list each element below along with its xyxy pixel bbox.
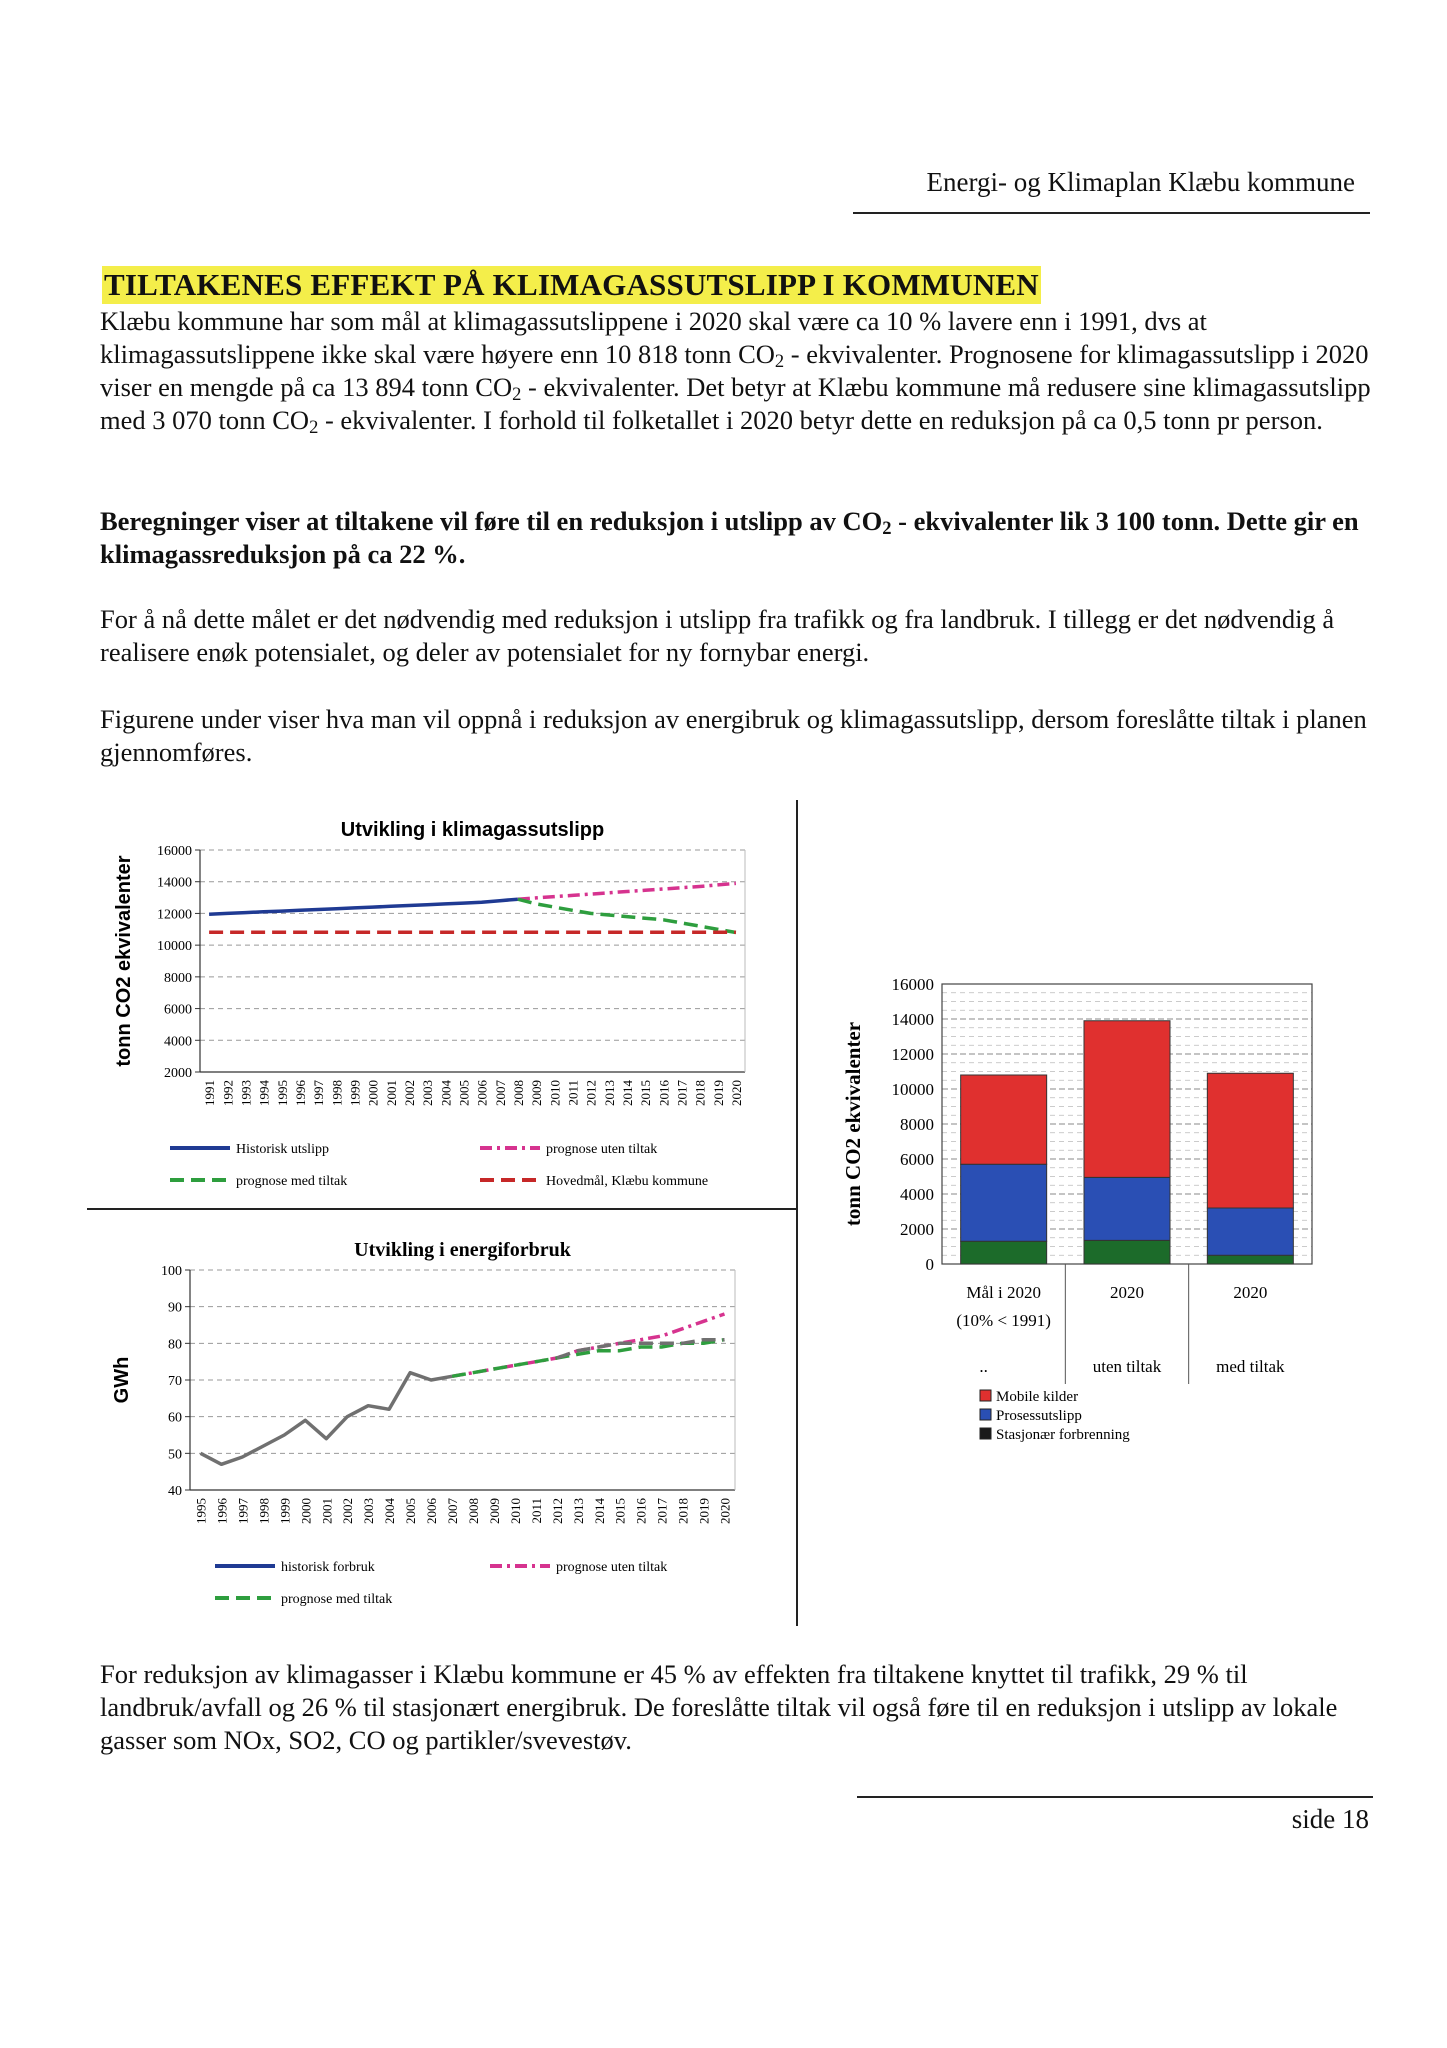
x-tick-label: 2011 [565,1080,581,1106]
legend-swatch [980,1409,991,1420]
y-tick-label: 4000 [900,1185,934,1204]
legend-label: Stasjonær forbrenning [996,1427,1130,1443]
x-tick-label: 1997 [311,1080,327,1106]
x-tick-label: 2015 [612,1498,628,1524]
legend-swatch [980,1428,991,1439]
footer-rule [857,1796,1373,1798]
category-label-note: med tiltak [1216,1357,1285,1376]
x-tick-label: 2010 [547,1080,563,1106]
bar-segment [1207,1208,1293,1255]
x-tick-label: 2019 [696,1498,712,1524]
x-tick-label: 2004 [382,1498,398,1524]
x-tick-label: 1995 [193,1498,209,1524]
bar-segment [1084,1240,1170,1264]
y-tick-label: 90 [168,1300,182,1316]
x-tick-label: 1999 [277,1498,293,1524]
y-axis-label: GWh [111,1356,133,1404]
category-label: 2020 [1110,1283,1144,1302]
y-tick-label: 6000 [164,1002,192,1018]
x-tick-label: 2016 [656,1080,672,1106]
header-rule [853,212,1370,214]
y-tick-label: 2000 [900,1220,934,1239]
category-label: 2020 [1233,1283,1268,1302]
bar-segment [1084,1177,1170,1240]
series-line [452,1340,725,1377]
x-tick-label: 2009 [529,1080,545,1106]
legend-label: prognose uten tiltak [556,1560,668,1575]
running-header: Energi- og Klimaplan Klæbu kommune [926,167,1355,197]
x-tick-label: 2000 [365,1080,381,1106]
x-tick-label: 1998 [329,1080,345,1106]
x-tick-label: 2013 [601,1080,617,1106]
x-tick-label: 2020 [728,1080,744,1106]
y-tick-label: 8000 [164,970,192,986]
y-tick-label: 14000 [157,875,192,891]
y-tick-label: 4000 [164,1034,192,1050]
x-tick-label: 2017 [674,1080,690,1106]
figure-divider-horizontal [87,1208,797,1210]
y-tick-label: 50 [168,1447,182,1463]
x-tick-label: 2013 [570,1498,586,1524]
x-tick-label: 2005 [403,1498,419,1524]
chart-title: Utvikling i energiforbruk [354,1239,571,1261]
x-tick-label: 2005 [456,1080,472,1106]
category-label: Mål i 2020 [966,1283,1041,1302]
y-tick-label: 12000 [891,1045,934,1064]
x-tick-label: 2008 [465,1498,481,1524]
x-tick-label: 2006 [474,1080,490,1106]
x-tick-label: 2014 [591,1498,607,1524]
y-tick-label: 10000 [891,1080,934,1099]
series-line [452,1314,725,1376]
y-tick-label: 40 [168,1484,182,1499]
bar-segment [1084,1021,1170,1178]
x-tick-label: 2003 [420,1080,436,1106]
y-tick-label: 14000 [891,1010,934,1029]
series-line [201,1373,453,1465]
y-axis-label: tonn CO2 ekvivalenter [841,1021,865,1227]
paragraph-necessary: For å nå dette målet er det nødvendig med reduksjon i utslipp fra trafikk og fra landbruk. I tillegg er det nødvendig å realisere enøk potensialet, og deler av potensialet for ny fornybar energi. [100,604,1335,667]
y-tick-label: 80 [168,1337,182,1353]
y-tick-label: 16000 [891,975,934,994]
x-tick-label: 2012 [583,1080,599,1106]
x-tick-label: 2015 [638,1080,654,1106]
x-tick-label: 2010 [507,1498,523,1524]
legend-swatch [980,1390,991,1401]
x-tick-label: 2006 [424,1498,440,1524]
x-tick-label: 1996 [292,1080,308,1106]
chart-title: Utvikling i klimagassutslipp [340,819,605,841]
x-tick-label: 2007 [492,1080,508,1106]
bar-segment [1207,1073,1293,1208]
legend-label: Mobile kilder [996,1389,1079,1405]
y-tick-label: 100 [161,1264,182,1279]
y-tick-label: 10000 [157,939,192,955]
category-label-note: .. [979,1357,988,1376]
x-tick-label: 2011 [528,1498,544,1524]
legend-label: Historisk utslipp [236,1142,329,1157]
legend-label: Hovedmål, Klæbu kommune [546,1174,709,1189]
legend-label: Prosessutslipp [996,1408,1082,1424]
bar-segment [961,1241,1047,1264]
x-tick-label: 2003 [361,1498,377,1524]
category-label-note: uten tiltak [1092,1357,1162,1376]
x-tick-label: 2019 [710,1080,726,1106]
legend-label: prognose uten tiltak [546,1142,658,1157]
emissions-line-chart [100,812,760,1197]
x-tick-label: 2000 [298,1498,314,1524]
x-tick-label: 2020 [717,1498,733,1524]
x-tick-label: 1999 [347,1080,363,1106]
x-tick-label: 2012 [549,1498,565,1524]
y-tick-label: 8000 [900,1115,934,1134]
x-tick-label: 2018 [675,1498,691,1524]
x-tick-label: 1998 [256,1498,272,1524]
y-tick-label: 16000 [157,844,192,859]
x-tick-label: 1991 [202,1080,218,1106]
series-line [518,899,736,932]
x-tick-label: 2001 [319,1498,335,1524]
section-heading: TILTAKENES EFFEKT PÅ KLIMAGASSUTSLIPP I KOMMUNEN [104,267,1039,302]
x-tick-label: 1992 [220,1080,236,1106]
x-tick-label: 1995 [274,1080,290,1106]
energy-line-chart [100,1232,760,1607]
y-axis-label: tonn CO2 ekvivalenter [113,855,135,1067]
bar-segment [961,1075,1047,1164]
legend-label: prognose med tiltak [236,1174,348,1189]
bar-segment [1207,1255,1293,1264]
x-tick-label: 1997 [235,1498,251,1524]
y-tick-label: 70 [168,1374,182,1389]
x-tick-label: 2002 [340,1498,356,1524]
x-tick-label: 1996 [214,1498,230,1524]
x-tick-label: 2002 [401,1080,417,1106]
x-tick-label: 2018 [692,1080,708,1106]
legend-label: prognose med tiltak [281,1592,393,1607]
x-tick-label: 2009 [486,1498,502,1524]
x-tick-label: 2008 [510,1080,526,1106]
emissions-stacked-bar-chart [830,960,1350,1460]
y-tick-label: 2000 [164,1066,192,1081]
paragraph-figures: Figurene under viser hva man vil oppnå i reduksjon av energibruk og klimagassutslipp, dersom foreslåtte tiltak i planen gjennomføres. [100,704,1367,767]
legend-label: historisk forbruk [281,1560,375,1575]
x-tick-label: 2014 [619,1080,635,1106]
x-tick-label: 1993 [238,1080,254,1106]
x-tick-label: 2016 [633,1498,649,1524]
x-tick-label: 2007 [445,1498,461,1524]
bar-segment [961,1164,1047,1241]
x-tick-label: 2017 [654,1498,670,1524]
y-tick-label: 12000 [157,907,192,923]
x-tick-label: 2001 [383,1080,399,1106]
paragraph-reduction-shares: For reduksjon av klimagasser i Klæbu kommune er 45 % av effekten fra tiltakene knyttet til trafikk, 29 % til landbruk/avfall og 26 % til stasjonært energibruk. De foreslåtte tiltak vil også føre til en reduksjon i utslipp av lokale gasser som NOx, SO2, CO og partikler/svevestøv. [100,1659,1338,1755]
series-line [209,899,518,914]
y-tick-label: 60 [168,1410,182,1426]
x-tick-label: 1994 [256,1080,272,1106]
y-tick-label: 6000 [900,1150,934,1169]
paragraph-calculation: Beregninger viser at tiltakene vil føre til en reduksjon i utslipp av $CO_2$ - ekvivalenter lik 3 100 tonn. Dette gir en klimagassreduksjon på ca 22 %. [100,506,1359,569]
paragraph-goal: Klæbu kommune har som mål at klimagassutslippene i 2020 skal være ca 10 % lavere enn i 1991, dvs at klimagassutslippene ikke skal være høyere enn 10 818 tonn $CO_2$ - ekvivalenter. Prognosene for klimagassutslipp i 2020 viser en mengde på ca 13 894 tonn $CO_2$ - ekvivalenter. Det betyr at Klæbu kommune må redusere sine klimagassutslipp med 3 070 tonn $CO_2$ - ekvivalenter. I forhold til folketallet i 2020 betyr dette en reduksjon på ca 0,5 tonn pr person. [100,306,1371,438]
page-number: side 18 [1291,1804,1369,1834]
category-label-sub: (10% < 1991) [956,1311,1051,1330]
series-line [518,883,736,899]
figure-divider-vertical [796,800,798,1626]
x-tick-label: 2004 [438,1080,454,1106]
y-tick-label: 0 [925,1255,934,1274]
